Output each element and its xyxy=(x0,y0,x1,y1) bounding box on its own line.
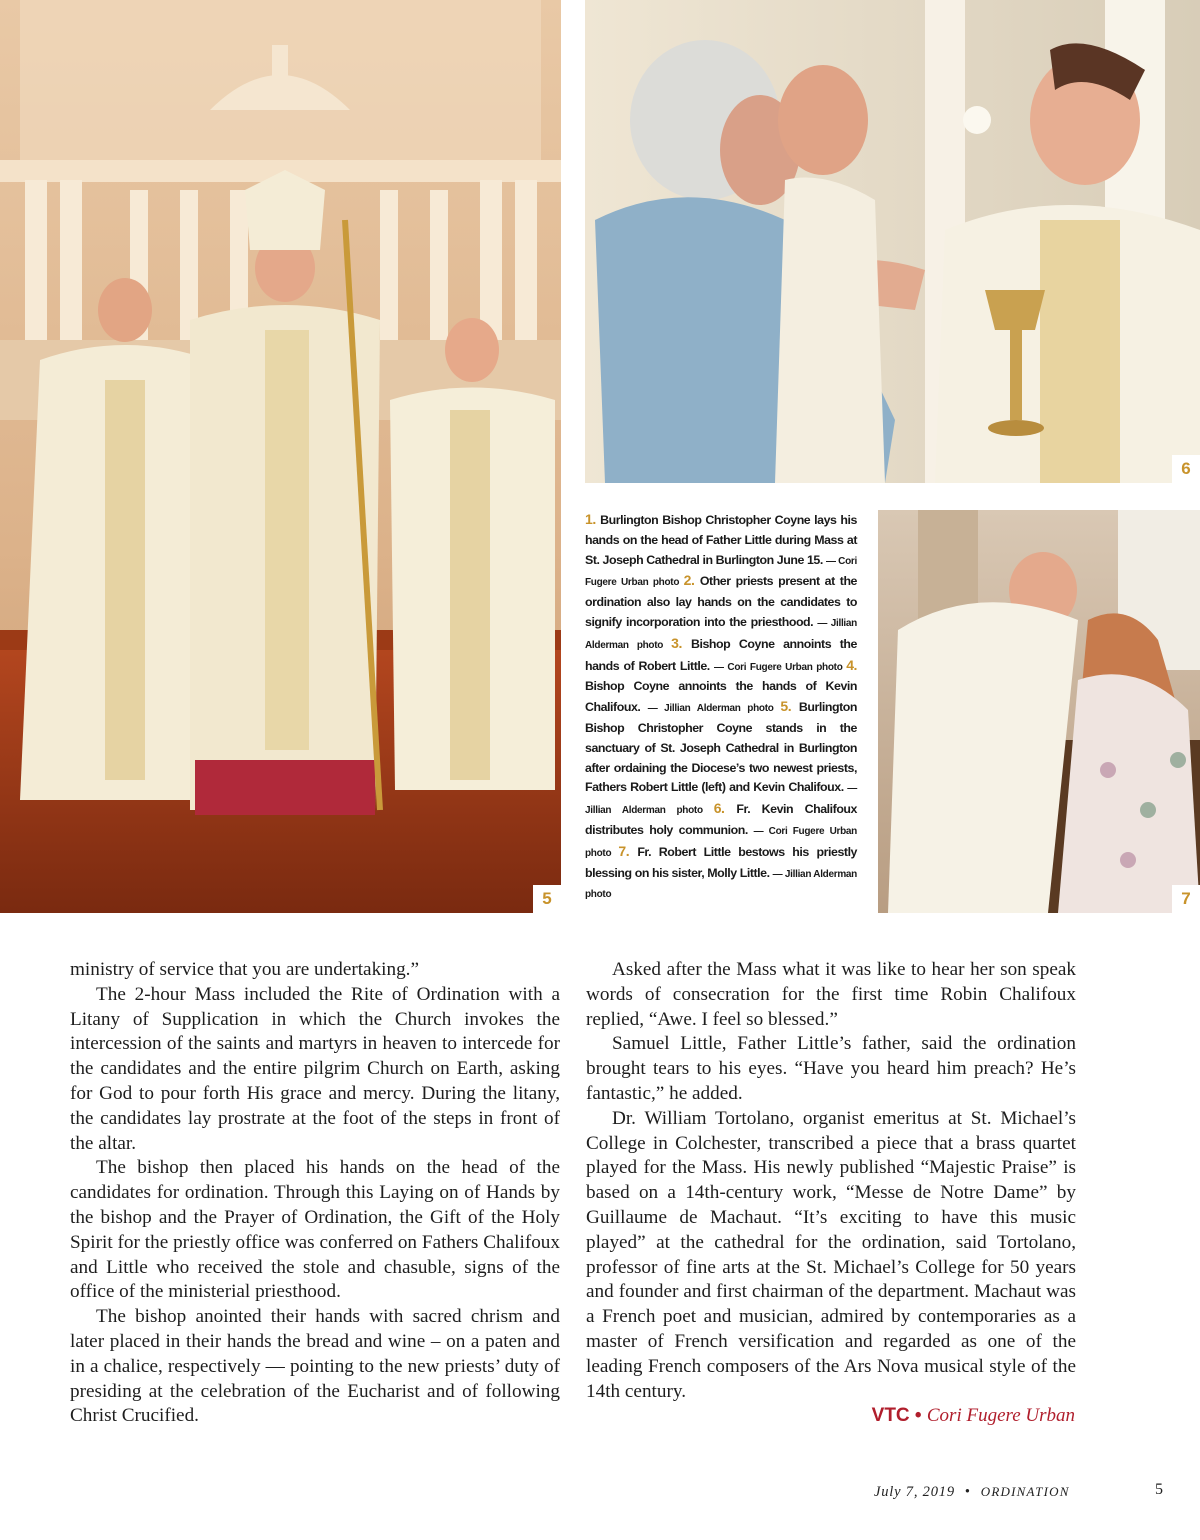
photo-communion xyxy=(585,0,1200,483)
photo-captions xyxy=(585,510,857,905)
article-paragraph: Asked after the Mass what it was like to hear her son speak words of consecration for the first time Robin Chalifoux replied, “Awe. I feel so blessed.” xyxy=(586,959,1076,1030)
photo-number-7: 7 xyxy=(1172,885,1200,913)
caption-credit: — Cori Fugere Urban photo xyxy=(585,825,857,859)
caption-number: 5. xyxy=(780,698,799,715)
photo-5-image xyxy=(0,0,561,913)
caption-credit: — Cori Fugere Urban photo xyxy=(585,555,857,589)
article-paragraph: Dr. William Tortolano, organist emeritus at St. Michael’s College in Colchester, transcribed a piece that a brass quartet played for the Mass. His newly published “Majestic Praise” is based on a 14th-century work, “Messe de Notre Dame” by Guillaume de Machaut. “It’s exciting to have this music played” at the cathedral for the ordination, said Tortolano, professor of fine arts at the St. Michael’s College for 50 years and founder and first chairman of the department. Machaut was a French poet and musician, admired by contemporaries as a master of French versification and regarded as one of the leading French composers of the Ars Nova musical style of the 14th century. xyxy=(586,1107,1076,1402)
caption-number: 2. xyxy=(683,572,700,589)
page-footer xyxy=(874,1484,1070,1501)
caption-number: 1. xyxy=(585,511,601,527)
photo-blessing-sister xyxy=(878,510,1200,913)
caption-credit: — Cori Fugere Urban photo xyxy=(714,661,847,673)
article-paragraph: The bishop anointed their hands with sacred chrism and later placed in their hands the bread and wine – on a paten and in a chalice, respectively — pointing to the new priests’ duty of presiding at the celebration of the Eucharist and of following Christ Crucified. xyxy=(70,1306,560,1427)
page-number: 5 xyxy=(1155,1481,1163,1498)
caption-number: 7. xyxy=(618,842,638,859)
article-paragraph: The 2-hour Mass included the Rite of Ordination with a Litany of Supplication in which the Church invokes the intercession of the saints and martyrs in heaven to intercede for the candidates and the entire pilgrim Church on Earth, asking for God to pour forth His grace and mercy. During the litany, the candidates lay prostrate at the foot of the steps in front of the altar. xyxy=(70,983,560,1154)
caption-number: 3. xyxy=(671,634,691,651)
photo-6-image xyxy=(585,0,1200,483)
caption-number: 6. xyxy=(713,800,737,817)
article-column-right xyxy=(586,958,1076,1404)
caption-text: Other priests present at the ordination also lay hands on the candidates to signify incorporation into the priesthood. xyxy=(585,574,857,629)
caption-text: Bishop Coyne annoints the hands of Kevin Chalifoux. xyxy=(585,679,857,715)
caption-text: Burlington Bishop Christopher Coyne lays his hands on the head of Father Little during Mass at St. Joseph Cathedral in Burlington June 15. xyxy=(585,513,857,567)
signature-author: Cori Fugere Urban xyxy=(926,1405,1075,1426)
photo-number-5: 5 xyxy=(533,885,561,913)
caption-credit: — Jillian Alderman photo xyxy=(585,783,857,817)
footer-bullet: • xyxy=(964,1484,971,1500)
photo-number-6: 6 xyxy=(1172,455,1200,483)
footer-date: July 7, 2019 xyxy=(874,1484,955,1500)
caption-credit: — Jillian Alderman photo xyxy=(585,617,857,651)
signature-org: VTC xyxy=(871,1405,910,1426)
footer-section: ORDINATION xyxy=(980,1484,1070,1499)
article-column-left xyxy=(70,958,560,1429)
photo-7-image xyxy=(878,510,1200,913)
caption-text: Fr. Kevin Chalifoux distributes holy communion. xyxy=(585,802,857,837)
article-signature xyxy=(872,1405,1075,1427)
caption-text: Burlington Bishop Christopher Coyne stands in the sanctuary of St. Joseph Cathedral in Burlington after ordaining the Diocese’s two newest priests, Fathers Robert Little (left) and Kevin Chalifoux. xyxy=(585,700,857,795)
signature-separator: • xyxy=(909,1405,927,1426)
caption-number: 4. xyxy=(846,656,857,673)
photo-bishop-with-new-priests xyxy=(0,0,561,913)
caption-text: Bishop Coyne annoints the hands of Robert Little. xyxy=(585,636,857,673)
caption-credit: — Jillian Alderman photo xyxy=(585,868,857,901)
article-paragraph: Samuel Little, Father Little’s father, said the ordination brought tears to his eyes. “Have you heard him preach? He’s fantastic,” he added. xyxy=(586,1033,1076,1104)
article-paragraph: The bishop then placed his hands on the head of the candidates for ordination. Through this Laying on of Hands by the bishop and the Prayer of Ordination, the Gift of the Holy Spirit for the priestly office was conferred on Fathers Chalifoux and Little who received the stole and chasuble, signs of the office of the ministerial priesthood. xyxy=(70,1157,560,1303)
article-paragraph: ministry of service that you are undertaking.” xyxy=(70,959,419,980)
caption-credit: — Jillian Alderman photo xyxy=(647,703,781,715)
caption-text: Fr. Robert Little bestows his priestly blessing on his sister, Molly Little. xyxy=(585,844,857,880)
